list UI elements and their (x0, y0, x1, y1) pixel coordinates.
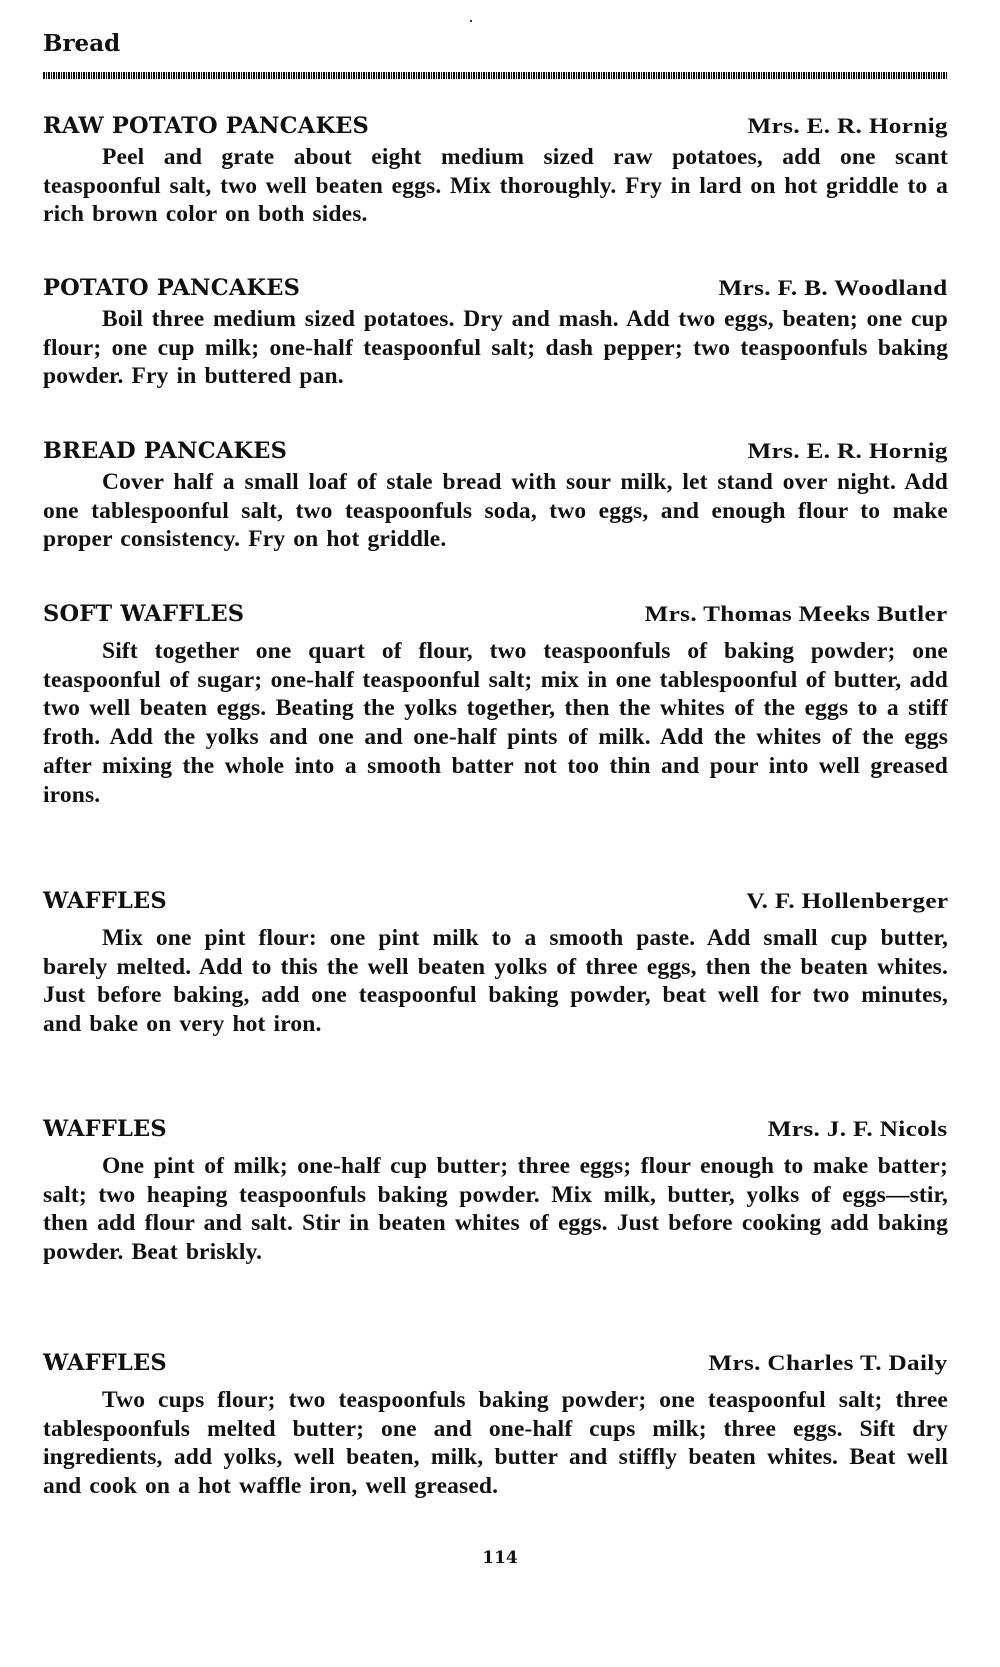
recipe-author: Mrs. E. R. Hornig (747, 113, 948, 138)
recipe-header (43, 1350, 948, 1386)
recipe-text: Cover half a small loaf of stale bread with sour milk, let stand over night. Add one tablespoonful salt, two teaspoonfuls soda, two eggs, and enough flour to make proper consistency. Fry on hot griddle. (43, 469, 948, 553)
recipe-header (43, 113, 948, 143)
recipe-title: SOFT WAFFLES (43, 601, 245, 627)
recipe-author: Mrs. Charles T. Daily (708, 1350, 948, 1375)
print-speck (470, 20, 472, 22)
recipe (43, 888, 948, 1039)
recipe-title: WAFFLES (43, 1116, 167, 1142)
recipe-text: Two cups flour; two teaspoonfuls baking powder; one teaspoonful salt; three tablespoonfuls melted butter; one and one-half cups milk; three eggs. Sift dry ingredients, add yolks, well beaten, milk, butter and stiffly beaten whites. Beat well and cook on a hot waffle iron, well greased. (43, 1387, 948, 1500)
recipe-author: Mrs. Thomas Meeks Butler (645, 601, 948, 626)
recipe-title: RAW POTATO PANCAKES (43, 113, 369, 139)
recipe-text: Boil three medium sized potatoes. Dry and mash. Add two eggs, beaten; one cup flour; one cup milk; one-half teaspoonful salt; dash pepper; two teaspoonfuls baking powder. Fry in buttered pan. (43, 306, 948, 390)
recipe-header (43, 438, 948, 468)
recipe-author: V. F. Hollenberger (745, 888, 948, 913)
recipe-title: BREAD PANCAKES (43, 438, 288, 464)
recipe-header (43, 275, 948, 305)
recipe (43, 275, 948, 391)
recipe (43, 1116, 948, 1267)
recipe-text: Sift together one quart of flour, two teaspoonfuls of baking powder; one teaspoonful of sugar; one-half teaspoonful salt; mix in one tablespoonful of butter, add two well beaten eggs. Beating the yolks together, then the whites of the eggs to a stiff froth. Add the yolks and one and one-half pints of milk. Add the whites of the eggs after mixing the whole into a smooth batter not too thin and pour into well greased irons. (43, 638, 948, 808)
recipe (43, 113, 948, 229)
recipe-author: Mrs. E. R. Hornig (747, 438, 948, 463)
section-title: Bread (43, 30, 121, 57)
recipe-header (43, 888, 948, 924)
recipe-title: WAFFLES (43, 888, 167, 914)
recipe (43, 438, 948, 554)
recipe-text: Peel and grate about eight medium sized raw potatoes, add one scant teaspoonful salt, two well beaten eggs. Mix thoroughly. Fry in lard on hot griddle to a rich brown color on both sides. (43, 144, 948, 228)
recipe-text: One pint of milk; one-half cup butter; three eggs; flour enough to make batter; salt; two heaping teaspoonfuls baking powder. Mix milk, butter, yolks of eggs—stir, then add flour and salt. Stir in beaten whites of eggs. Just before cooking add baking powder. Beat briskly. (43, 1153, 948, 1266)
recipe-title: POTATO PANCAKES (43, 275, 301, 301)
recipe-title: WAFFLES (43, 1350, 167, 1376)
recipe-author: Mrs. J. F. Nicols (768, 1116, 948, 1141)
recipe-header (43, 601, 948, 637)
recipe (43, 601, 948, 809)
recipe (43, 1350, 948, 1501)
recipe-text: Mix one pint flour: one pint milk to a smooth paste. Add small cup butter, barely melted. Add to this the well beaten yolks of three eggs, then the beaten whites. Just before baking, add one teaspoonful baking powder, beat well for two minutes, and bake on very hot iron. (43, 925, 948, 1038)
page-number: 114 (482, 1548, 518, 1568)
recipe-header (43, 1116, 948, 1152)
decorative-rule (43, 72, 948, 79)
recipe-author: Mrs. F. B. Woodland (718, 275, 948, 300)
